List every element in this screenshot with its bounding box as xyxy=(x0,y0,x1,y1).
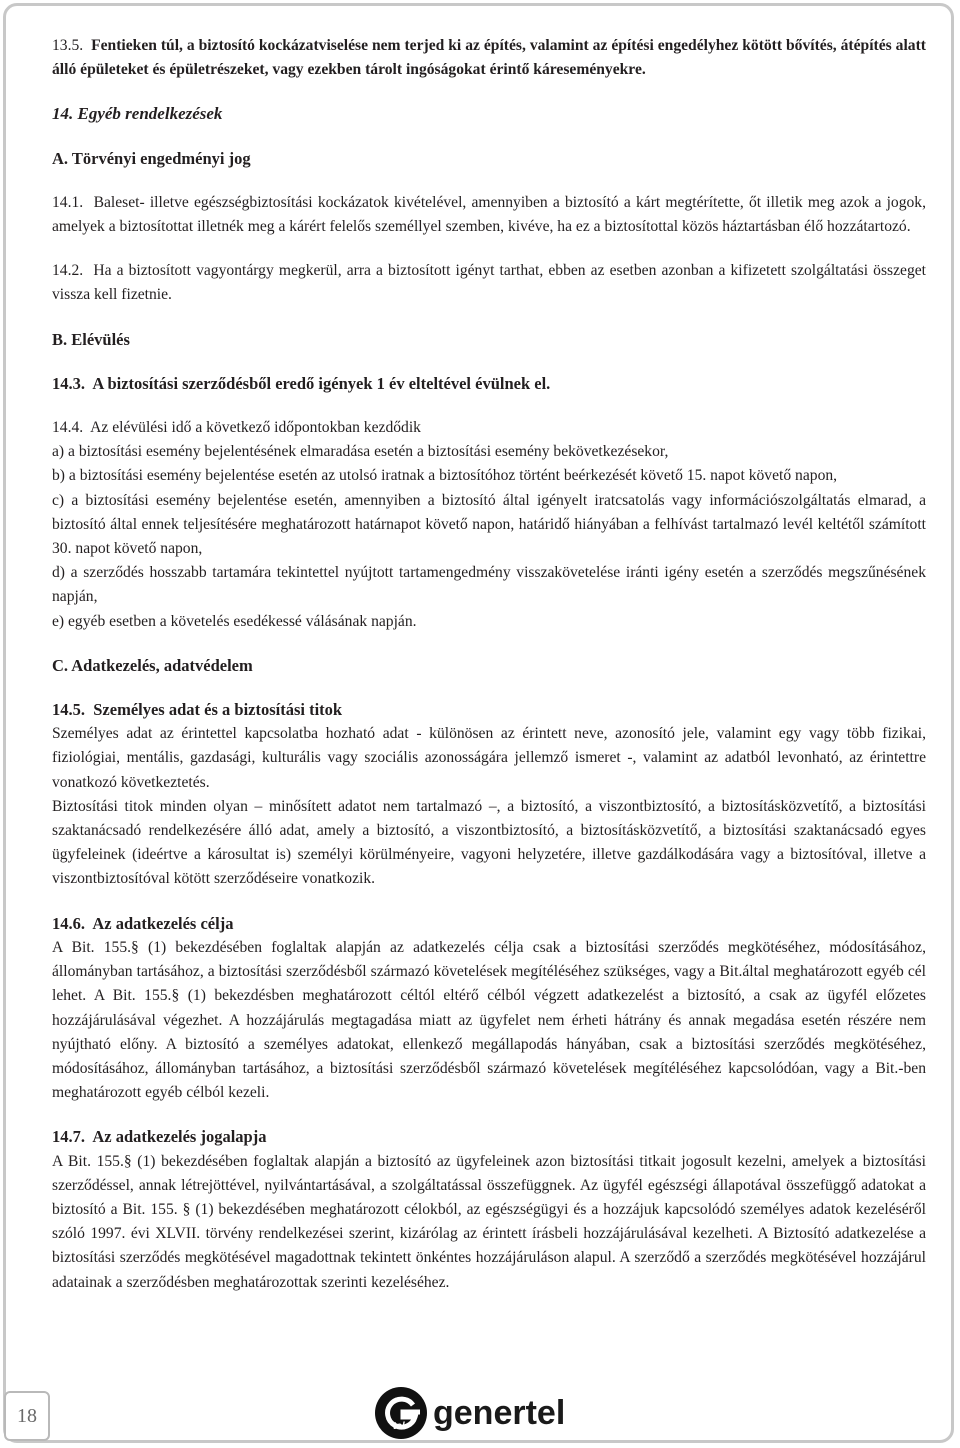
genertel-logo-icon xyxy=(373,1385,429,1441)
paragraph-14-2 xyxy=(52,259,926,307)
paragraph-text: A Bit. 155.§ (1) bekezdésében foglaltak alapján az adatkezelés célja csak a biztosítási szerződés megkötéséhez, módosításához, állományban tartásához, a biztosítási szerződésből származó követelések megítéléséhez szükséges, vagy a Bit.által meghatározott egyéb cél lehet. A Bit. 155.§ (1) bekezdésben meghatározott céltól eltérő célból végzett adatkezelést a biztosító, a csak az ügyfél előzetes hozzájárulásával végezhet. A hozzájárulás megtagadása miatt az ügyfelet nem érheti hátrány és annak megadása esetén részére nem nyújtható előny. A biztosító a személyes adatokat, ellenkező megállapodás hányában, csak a biztosítási szerződés megkötéséhez, módosításához, állományban tartásához, a biztosítási szerződésből származó követelések megítéléséhez kapcsolódóan, vagy a Bit.-ben meghatározott egyéb célból kezeli. xyxy=(52,938,926,1102)
paragraph-title: Az adatkezelés célja xyxy=(92,913,234,933)
paragraph-text: Ha a biztosított vagyontárgy megkerül, arra a biztosított igényt tarthat, ebben az esetben azonban a kifizetett szolgáltatási összeget vissza kell fizetnie. xyxy=(52,262,926,304)
subsection-heading-b: B. Elévülés xyxy=(52,329,130,349)
paragraph-text: Fentieken túl, a biztosító kockázatviselése nem terjed ki az építés, valamint az építési engedélyhez kötött bővítés, átépítés alatt álló épületeket és épületrészeket, vagy ezekben tárolt ingóságokat érintő káreseményekre. xyxy=(52,37,926,79)
page-number-box xyxy=(4,1391,50,1441)
paragraph-number: 13.5. xyxy=(52,37,84,54)
svg-text:tel: tel xyxy=(393,1421,405,1432)
list-item: e) egyéb esetben a követelés esedékessé válásának napján. xyxy=(52,612,417,630)
document-body xyxy=(52,34,926,1295)
list-item: c) a biztosítási esemény bejelentése esetén, amennyiben a biztosító által igényelt iratcsatolás vagy információszolgáltatás elmarad, a biztosító által ennek teljesítésére meghatározott határnapot követő napon, határidő hiányában a felhívást tartalmazó levél keltétől számított 30. napot követő napon, xyxy=(52,491,926,558)
paragraph-14-1 xyxy=(52,191,926,239)
paragraph-14-4 xyxy=(52,416,926,440)
list-item: a) a biztosítási esemény bejelentésének elmaradása esetén a biztosítási esemény bekövetkezésekor, xyxy=(52,443,669,461)
paragraph-number: 14.1. xyxy=(52,193,84,211)
paragraph-text: Az elévülési idő a következő időpontokban kezdődik xyxy=(90,419,421,437)
list-item: b) a biztosítási esemény bejelentése esetén az utolsó iratnak a biztosítóhoz történt beérkezését követő 15. napot követő napon, xyxy=(52,467,838,485)
paragraph-number: 14.2. xyxy=(52,262,84,280)
paragraph-number: 14.3. xyxy=(52,373,85,393)
paragraph-14-7-heading xyxy=(52,1125,926,1149)
paragraph-14-3 xyxy=(52,372,926,396)
paragraph-number: 14.6. xyxy=(52,913,85,933)
subsection-heading-c: C. Adatkezelés, adatvédelem xyxy=(52,655,253,675)
paragraph-text: A Bit. 155.§ (1) bekezdésében foglaltak alapján a biztosító az ügyfeleinek azon biztosítási titkait jogosult kezelni, amelyek a biztosítási szerződéssel, annak létrejöttével, nyilvántartásával, a szolgáltatással összefüggnek. Az ügyfél egészségi állapotával összefüggő adatokat a biztosító a Bit. 155. § (1) bekezdésében meghatározott célokból, az egészségügyi és a hozzájuk kapcsolódó személyes adatok kezeléséről szóló 1997. évi XLVII. törvény rendelkezései szerint, kizárólag az érintett írásbeli hozzájárulásával kezelheti. A Biztosító adatkezelése a biztosítási szerződés megkötésével magadottnak tekintett önkéntes hozzájáruláson alapul. A szerződő a szerződés megkötésével hozzájárul adatainak a szerződésben meghatározottak szerinti kezeléséhez. xyxy=(52,1152,926,1291)
paragraph-title: Személyes adat és a biztosítási titok xyxy=(93,700,343,720)
paragraph-title: Az adatkezelés jogalapja xyxy=(92,1127,267,1147)
paragraph-13-5 xyxy=(52,34,926,82)
paragraph-number: 14.7. xyxy=(52,1127,85,1147)
genertel-logo-text: genertel xyxy=(433,1393,566,1432)
paragraph-text: Baleset- illetve egészségbiztosítási kockázatok kivételével, amennyiben a biztosító a kárt megtérítette, őt illetik meg azok a jogok, amelyek a biztosítottat illetnék meg a kárért felelős személlyel szemben, kivéve, ha ez a biztosítottal közös háztartásban élő hozzátartozó. xyxy=(52,193,926,236)
paragraph-text: A biztosítási szerződésből eredő igények 1 év elteltével évülnek el. xyxy=(92,373,551,393)
paragraph-text: Személyes adat az érintettel kapcsolatba hozható adat - különösen az érintett neve, azonosító jele, valamint egy vagy több fizikai, fiziológiai, mentális, gazdasági, kulturális vagy szociális azonosságára jellemző ismeret -, valamint az adatból levonható, az érintettre vonatkozó következtetés. xyxy=(52,725,926,791)
paragraph-number: 14.4. xyxy=(52,419,84,437)
subsection-heading-a: A. Törvényi engedményi jog xyxy=(52,148,251,168)
paragraph-14-5-heading xyxy=(52,698,926,722)
page-number: 18 xyxy=(17,1404,37,1427)
section-heading-14: 14. Egyéb rendelkezések xyxy=(52,104,223,124)
genertel-logo xyxy=(373,1384,566,1442)
list-item: d) a szerződés hosszabb tartamára tekintettel nyújtott tartamengedmény visszakövetelése iránti igény esetén a szerződés megszűnésének napján, xyxy=(52,564,926,606)
paragraph-14-6-heading xyxy=(52,912,926,936)
paragraph-number: 14.5. xyxy=(52,700,85,720)
paragraph-text: Biztosítási titok minden olyan – minősített adatot nem tartalmazó –, a biztosító, a viszontbiztosító, a biztosításközvetítő, a biztosítási szaktanácsadó rendelkezésére álló adat, amely a biztosító, a viszontbiztosító, a biztosításközvetítő, a biztosítási szaktanácsadó egyes ügyfeleinek (ideértve a károsultat is) személyi körülményeire, vagyoni helyzetére, illetve gazdálkodására vagy a biztosítóval, illetve a viszontbiztosítóval kötött szerződéseire vonatkozik. xyxy=(52,797,926,888)
